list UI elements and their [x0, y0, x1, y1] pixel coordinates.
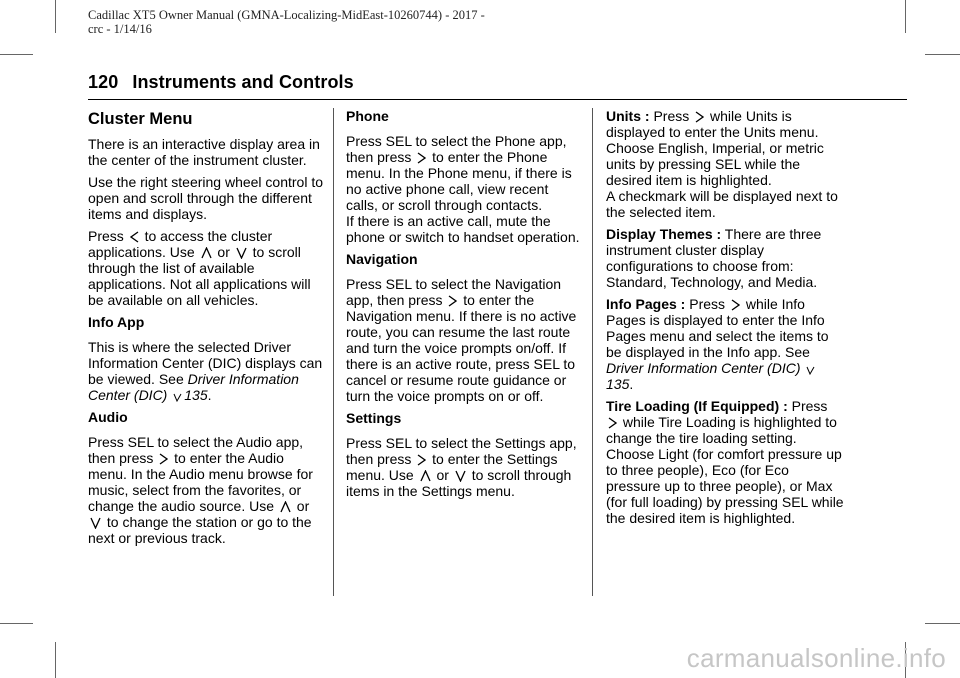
- info-pages-label: Info Pages :: [606, 296, 686, 312]
- chevron-right-icon: [695, 111, 704, 123]
- cluster-menu-heading: Cluster Menu: [88, 110, 193, 128]
- chevron-left-icon: [130, 231, 139, 243]
- chevron-up-icon: [280, 501, 291, 513]
- paragraph: Use the right steering wheel control to open and scroll through the different items and displays.: [88, 174, 324, 222]
- paragraph: Press SEL to select the Navigation app, then press to enter the Navigation menu. If there is no active route, you can resume the last route and turn the voice prompts on/off. If there is an active route, press SEL to cancel or resume route guidance or turn the voice prompts on or off.: [346, 276, 577, 404]
- chevron-right-icon: [159, 453, 168, 465]
- chevron-up-icon: [420, 470, 431, 482]
- watermark: carmanualsonline.info: [686, 643, 946, 673]
- chevron-right-icon: [448, 295, 457, 307]
- crop-mark: [55, 0, 56, 33]
- column-divider: [333, 108, 334, 596]
- settings-heading: Settings: [346, 410, 402, 426]
- paragraph: Tire Loading (If Equipped) : Press while Tire Loading is highlighted to change the tire loading setting. Choose Light (for comfort pressure up to three people), Eco (for Eco pressure up to three people), or Max (for full loading) by pressing SEL while the desired item is highlighted.: [606, 398, 844, 526]
- paragraph: Info Pages : Press while Info Pages is displayed to enter the Info Pages menu and select the items to be displayed in the Info app. See Driver Information Center (DIC) 135.: [606, 296, 829, 392]
- display-themes-label: Display Themes :: [606, 226, 722, 242]
- chevron-right-icon: [731, 299, 740, 311]
- crop-mark: [0, 623, 33, 624]
- paragraph: Display Themes : There are three instrument cluster display configurations to choose from: Standard, Technology, and Media.: [606, 226, 822, 290]
- page-reference-icon: [173, 393, 182, 402]
- chevron-down-icon: [90, 517, 101, 529]
- column-3: [606, 108, 844, 532]
- paragraph: Press SEL to select the Audio app, then press to enter the Audio menu. In the Audio menu browse for music, select from the favorites, or change the audio source. Use or to change the station or go to the next or previous track.: [88, 434, 313, 546]
- section-title: Instruments and Controls: [132, 72, 354, 92]
- paragraph: This is where the selected Driver Information Center (DIC) displays can be viewed. See Driver Information Center (DIC) 135.: [88, 339, 323, 403]
- crop-mark: [925, 623, 960, 624]
- paragraph: Units : Press while Units is displayed to enter the Units menu. Choose English, Imperial, or metric units by pressing SEL while the desired item is highlighted.: [606, 108, 824, 188]
- paragraph: Press SEL to select the Phone app, then press to enter the Phone menu. In the Phone menu, if there is no active phone call, view recent calls, or scroll through contacts.: [346, 133, 572, 213]
- print-header-line2: crc - 1/14/16: [88, 22, 152, 36]
- page-number: 120: [88, 72, 119, 92]
- dic-reference-link[interactable]: Driver Information Center (DIC): [88, 371, 299, 403]
- dic-reference-link[interactable]: Driver Information Center (DIC): [606, 360, 801, 376]
- title-rule: [88, 99, 907, 100]
- paragraph: If there is an active call, mute the phone or switch to handset operation.: [346, 213, 580, 245]
- phone-heading: Phone: [346, 108, 389, 124]
- page-reference-number[interactable]: 135: [606, 376, 630, 392]
- chevron-right-icon: [417, 454, 426, 466]
- audio-heading: Audio: [88, 409, 128, 425]
- units-label: Units :: [606, 108, 650, 124]
- chevron-up-icon: [201, 247, 212, 259]
- paragraph: Press SEL to select the Settings app, then press to enter the Settings menu. Use or to scroll through items in the Settings menu.: [346, 435, 577, 499]
- chevron-right-icon: [608, 417, 617, 429]
- crop-mark: [925, 54, 960, 55]
- chevron-down-icon: [236, 247, 247, 259]
- info-app-heading: Info App: [88, 314, 145, 330]
- chevron-right-icon: [417, 152, 426, 164]
- paragraph: There is an interactive display area in the center of the instrument cluster.: [88, 136, 320, 168]
- print-header-line1: Cadillac XT5 Owner Manual (GMNA-Localizing-MidEast-10260744) - 2017 -: [88, 8, 485, 22]
- crop-mark: [55, 642, 56, 678]
- crop-mark: [905, 0, 906, 33]
- page-reference-icon: [806, 366, 815, 375]
- column-2: [346, 108, 584, 505]
- paragraph: Press to access the cluster applications. Use or to scroll through the list of available applications. Not all applications will be available on all vehicles.: [88, 228, 311, 308]
- print-header: [88, 8, 485, 36]
- column-1: [88, 108, 326, 552]
- tire-loading-label: Tire Loading (If Equipped) :: [606, 398, 788, 414]
- column-divider: [592, 108, 593, 596]
- crop-mark: [0, 54, 33, 55]
- navigation-heading: Navigation: [346, 251, 418, 267]
- page-title: [88, 72, 354, 93]
- chevron-down-icon: [455, 470, 466, 482]
- paragraph: A checkmark will be displayed next to the selected item.: [606, 188, 838, 220]
- page-reference-number[interactable]: 135: [184, 387, 208, 403]
